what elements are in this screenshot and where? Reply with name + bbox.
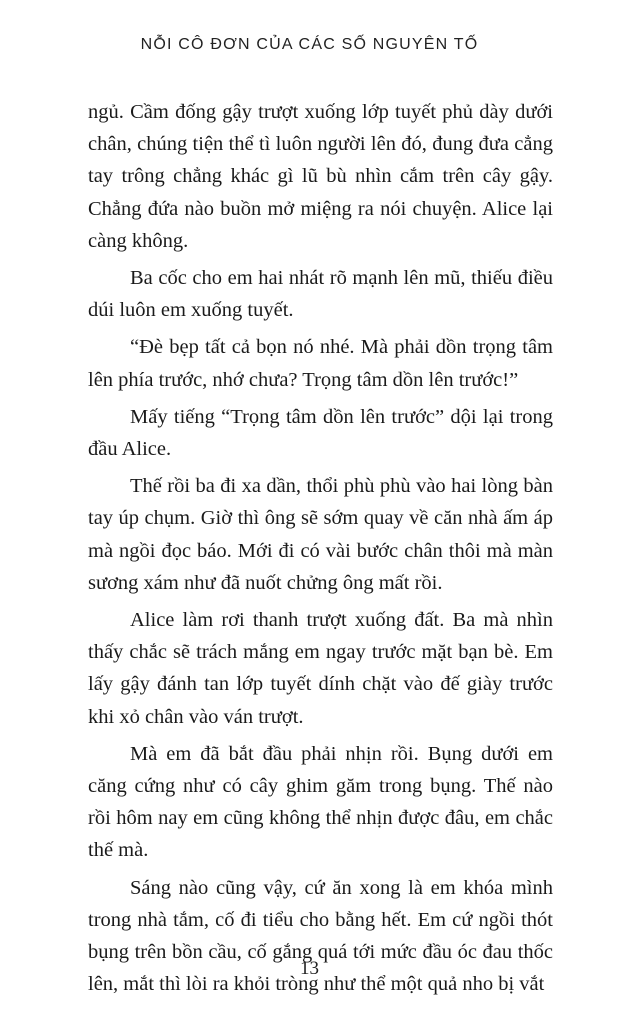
paragraph: Thế rồi ba đi xa dần, thổi phù phù vào hai lòng bàn tay úp chụm. Giờ thì ông sẽ sớm quay về căn nhà ấm áp mà ngồi đọc báo. Mới đi có vài bước chân thôi mà màn sương xám như đã nuốt chửng ông mất rồi. <box>88 475 553 594</box>
paragraph: Mấy tiếng “Trọng tâm dồn lên trước” dội lại trong đầu Alice. <box>88 405 553 461</box>
paragraph: Mà em đã bắt đầu phải nhịn rồi. Bụng dưới em căng cứng như có cây ghim găm trong bụng. Thế nào rồi hôm nay em cũng không thể nhịn được đâu, em chắc thế mà. <box>88 742 553 862</box>
paragraph: Sáng nào cũng vậy, cứ ăn xong là em khóa mình trong nhà tắm, cố đi tiểu cho bằng hết. Em cứ ngồi thót bụng trên bồn cầu, cố gắng quá tới mức đầu óc đau thốc lên, mắt thì lòi ra khỏi tròng như thể một quả nho bị vắt <box>88 876 553 996</box>
paragraph: “Đè bẹp tất cả bọn nó nhé. Mà phải dồn trọng tâm lên phía trước, nhớ chưa? Trọng tâm dồn lên trước!” <box>88 336 553 391</box>
paragraph: Alice làm rơi thanh trượt xuống đất. Ba mà nhìn thấy chắc sẽ trách mắng em ngay trước mặt bạn bè. Em lấy gậy đánh tan lớp tuyết dính chặt vào đế giày trước khi xỏ chân vào ván trượt. <box>88 609 553 728</box>
page-number: 13 <box>300 958 319 979</box>
paragraph: Ba cốc cho em hai nhát rõ mạnh lên mũ, thiếu điều dúi luôn em xuống tuyết. <box>88 267 553 322</box>
body-text <box>88 96 553 1005</box>
running-header: NỖI CÔ ĐƠN CỦA CÁC SỐ NGUYÊN TỐ <box>140 36 479 53</box>
paragraph: ngủ. Cầm đống gậy trượt xuống lớp tuyết phủ dày dưới chân, chúng tiện thể tì luôn người lên đó, đung đưa cẳng tay trông chẳng khác gì lũ bù nhìn cắm trên cây gậy. Chẳng đứa nào buồn mở miệng ra nói chuyện. Alice lại càng không. <box>88 101 553 252</box>
